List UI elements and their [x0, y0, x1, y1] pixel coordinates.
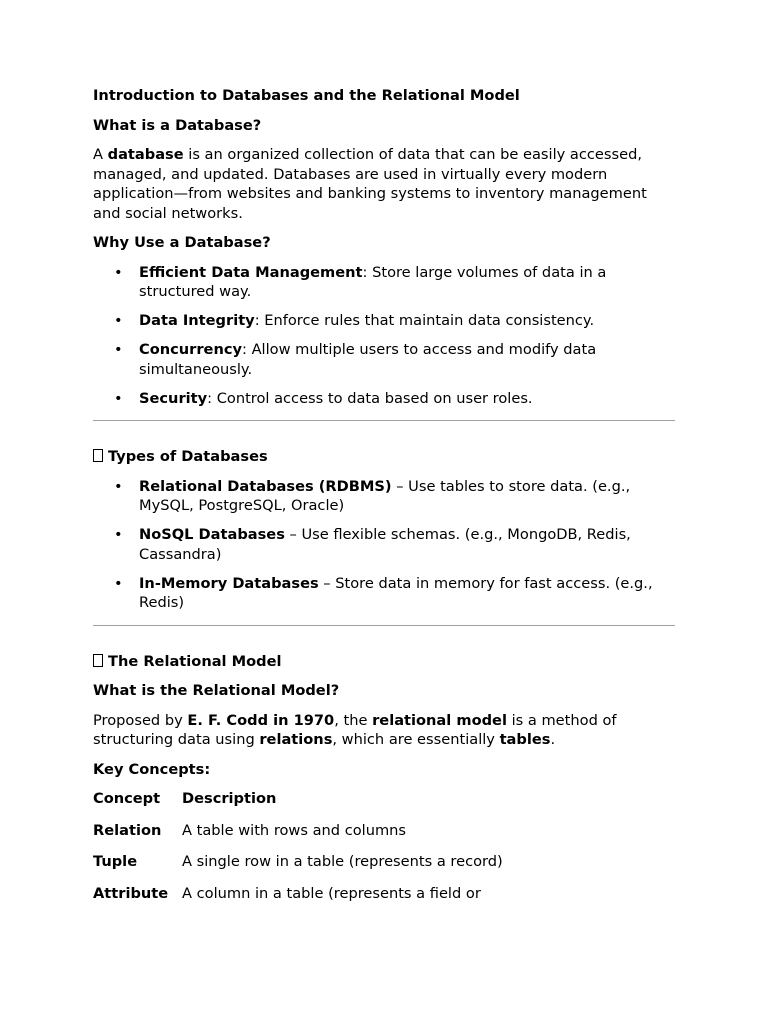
- table-cell-concept: Relation: [93, 821, 162, 839]
- para-text: .: [550, 731, 556, 748]
- bullet-icon: •: [114, 263, 123, 281]
- table-cell-description: A column in a table (represents a field or: [182, 884, 481, 902]
- types-of-databases-heading: [93, 447, 675, 467]
- heading-text: Types of Databases: [108, 448, 268, 465]
- bullet-icon: •: [114, 389, 123, 407]
- list-item: [93, 263, 675, 302]
- table-row: [93, 821, 512, 853]
- table-header-row: [93, 789, 512, 821]
- section-divider: [93, 420, 675, 421]
- list-item-term: Efficient Data Management: [139, 263, 363, 281]
- list-item: [93, 525, 675, 564]
- list-item-term: NoSQL Databases: [139, 526, 285, 543]
- document-content: [93, 86, 675, 915]
- why-use-list: [93, 263, 675, 409]
- bullet-icon: •: [114, 477, 123, 495]
- missing-glyph-icon: [93, 654, 103, 667]
- para-text: A: [93, 146, 108, 163]
- para-text: , the: [334, 711, 373, 729]
- para-bold-term: E. F. Codd in 1970: [187, 711, 335, 729]
- table-cell-concept: Tuple: [93, 853, 138, 870]
- list-item-text: : Enforce rules that maintain data consistency.: [254, 312, 595, 329]
- what-is-relational-model-heading: What is the Relational Model?: [93, 682, 340, 699]
- para-text: is an organized collection of data that can be easily accessed, managed, and updated. Databases are used in virtually every modern application—from websites and banking systems to inventory management and social networks.: [93, 146, 647, 222]
- list-item: [93, 311, 675, 331]
- bullet-icon: •: [114, 341, 123, 358]
- para-text: Proposed by: [93, 711, 188, 729]
- document-title: Introduction to Databases and the Relational Model: [93, 87, 520, 104]
- what-is-database-paragraph: [93, 145, 675, 223]
- what-is-database-heading: What is a Database?: [93, 116, 262, 134]
- list-item-text: : Allow multiple users to access and modify data simultaneously.: [139, 341, 597, 378]
- list-item: [93, 477, 675, 516]
- list-item-text: : Control access to data based on user roles.: [207, 389, 533, 407]
- why-use-database-heading: Why Use a Database?: [93, 234, 271, 251]
- heading-text: The Relational Model: [108, 652, 282, 670]
- relational-model-paragraph: [93, 711, 675, 750]
- list-item-term: Security: [139, 389, 208, 407]
- table-row: [93, 884, 512, 916]
- missing-glyph-icon: [93, 449, 103, 462]
- list-item: [93, 389, 675, 409]
- table-header-cell: Description: [182, 790, 277, 807]
- section-divider: [93, 625, 675, 626]
- table-cell-description: A single row in a table (represents a record): [182, 853, 503, 870]
- table-cell-description: A table with rows and columns: [182, 821, 407, 839]
- relational-model-heading: [93, 652, 675, 672]
- table-cell-concept: Attribute: [93, 884, 169, 902]
- list-item: [93, 574, 675, 613]
- list-item-term: Concurrency: [139, 341, 243, 358]
- bullet-icon: •: [114, 574, 123, 592]
- list-item-text: : Store large volumes of data in a structured way.: [139, 263, 607, 300]
- bullet-icon: •: [114, 526, 123, 543]
- para-text: , which are essentially: [332, 731, 500, 748]
- para-bold-term: relations: [259, 731, 333, 748]
- list-item-term: In-Memory Databases: [139, 574, 319, 592]
- table-header-cell: Concept: [93, 790, 161, 807]
- key-concepts-heading: Key Concepts:: [93, 760, 211, 778]
- list-item-text: – Use flexible schemas. (e.g., MongoDB, Redis, Cassandra): [139, 526, 631, 563]
- list-item-term: Relational Databases (RDBMS): [139, 477, 392, 495]
- para-bold-term: tables: [499, 731, 551, 748]
- para-bold-term: relational model: [372, 711, 507, 729]
- bullet-icon: •: [114, 312, 123, 329]
- list-item-term: Data Integrity: [139, 312, 255, 329]
- concepts-table: [93, 789, 512, 915]
- types-list: [93, 477, 675, 613]
- list-item-text: – Store data in memory for fast access. (e.g., Redis): [139, 574, 653, 611]
- list-item-text: – Use tables to store data. (e.g., MySQL, PostgreSQL, Oracle): [139, 477, 631, 514]
- list-item: [93, 340, 675, 379]
- table-row: [93, 852, 512, 884]
- para-text: is a method of structuring data using: [93, 711, 617, 748]
- para-bold-term: database: [107, 146, 184, 163]
